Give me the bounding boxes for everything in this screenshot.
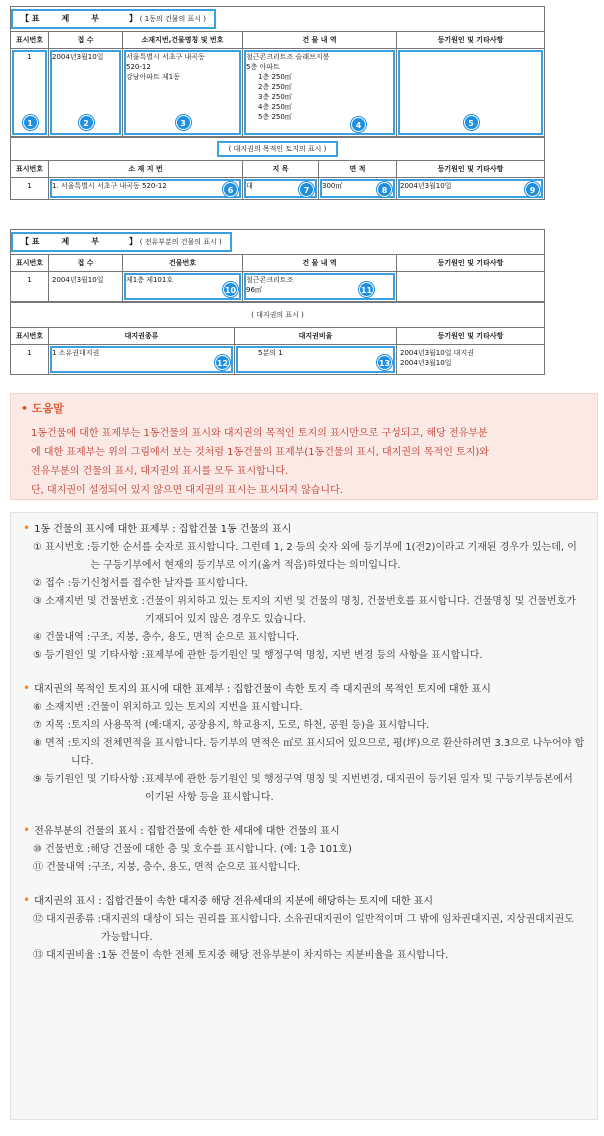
unit-detail-line: 96㎡ <box>246 286 262 294</box>
land-header-area: 면 적 <box>319 161 397 178</box>
unit-row-bldgno: 제1층 제101호 <box>126 276 174 284</box>
help-line: 1동건물에 대한 표제부는 1동건물의 표시와 대지권의 목적인 토지의 표시만으로 구성되고, 해당 전유부분 <box>31 428 488 439</box>
item-label: ⑧ 면적 : <box>33 738 72 749</box>
detail-line: 5층 아파트 <box>246 63 280 71</box>
item-text: 대지권의 대상이 되는 권리를 표시합니다. 소유권대지권이 일반적이며 그 밖에 임차권대지권, 지상권대지권도 가능합니다. <box>101 914 574 943</box>
header-num: 표시번호 <box>11 32 49 49</box>
unit-land-header-cause: 등기원인 및 기타사항 <box>397 328 545 345</box>
item-text: 표제부에 관한 등기원인 및 행정구역 명칭 및 지번변경, 대지권이 등기된 일자 및 구등기부등본에서 이기된 사항 등을 표시합니다. <box>145 774 573 803</box>
notes-section-land: • 대지권의 목적인 토지의 표시에 대한 표제부 : 집합건물이 속한 토지 즉 대지권의 목적인 토지에 대한 표시 ⑥ 소재지번 : 건물이 위치하고 있는 토지의 지번을 표시합니다. ⑦ 지목 : 토지의 사용목적 (예:대지, 공장용지, 학교용지, 도로, 하천, 공원 등)을 표시합니다. ⑧ 면적 : 토지의 전체면적을 표시합니다. 등기부의 면적은 ㎡로 표시되어 있으므로, 평(坪)으로 환산하려면 3.3으로 나누어야 합니다. ⑨ 등기원인 및 기타사항 : 표제부에 관한 등기원인 및 행정구역 명칭 및 지번변경, 대지권이 등기된 일자 및 구등기부등본에서 이기된 사항 등을 표시합니다. <box>23 679 585 807</box>
item-text: 1동 건물이 속한 전체 토지중 해당 전유부분이 차지하는 지분비율을 표시합니다. <box>101 950 449 961</box>
unit-land-note: 2004년3월10일 대지권 <box>400 349 474 357</box>
header-receipt: 접 수 <box>49 32 123 49</box>
land-row-date: 2004년3월10일 <box>400 182 452 190</box>
marker-4: 4 <box>351 117 366 132</box>
item-text: 토지의 사용목적 (예:대지, 공장용지, 학교용지, 도로, 하천, 공원 등)을 표시합니다. <box>71 720 430 731</box>
item-label: ⑤ 등기원인 및 기타사항 : <box>33 650 145 661</box>
unit-header-receipt: 접 수 <box>49 255 123 272</box>
unit-header-cause: 등기원인 및 기타사항 <box>397 255 545 272</box>
item-label: ⑫ 대지권종류 : <box>33 914 102 925</box>
item-label: ⑬ 대지권비율 : <box>33 950 102 961</box>
marker-13: 13 <box>377 355 392 370</box>
register-title: 【 표제부 】 ( 1동의 건물의 표시 ) <box>11 9 216 29</box>
unit-land-note: 2004년3월10일 <box>400 359 452 367</box>
help-line: 단, 대지권이 설정되어 있지 않으면 대지권의 표시는 표시되지 않습니다. <box>31 485 343 496</box>
unit-land-row-num: 1 <box>11 345 49 375</box>
help-title: 도움말 <box>31 402 64 415</box>
unit-header-num: 표시번호 <box>11 255 49 272</box>
item-text: 해당 건물에 대한 층 및 호수를 표시합니다. (예: 1층 101호) <box>90 844 352 855</box>
item-label: ⑩ 건물번호 : <box>33 844 91 855</box>
item-label: ② 접수 : <box>33 578 72 589</box>
row-address-2: 520-12 <box>126 63 151 71</box>
marker-10: 10 <box>223 282 238 297</box>
item-label: ③ 소재지번 및 건물번호 : <box>33 596 145 607</box>
section-heading: 대지권의 표시 : 집합건물이 속한 대지중 해당 전유세대의 지분에 해당하는 토지에 대한 표시 <box>34 896 434 907</box>
unit-land-header-kind: 대지권종류 <box>49 328 235 345</box>
unit-header-bldgno: 건물번호 <box>123 255 243 272</box>
item-text: 건물이 위치하고 있는 토지의 지번을 표시합니다. <box>90 702 303 713</box>
unit-land-title: ( 대지권의 표시 ) <box>251 311 304 319</box>
marker-12: 12 <box>215 355 230 370</box>
unit-land-row-kind: 1 소유권대지권 <box>52 349 100 357</box>
land-section-title: ( 대지권의 목적인 토지의 표시 ) <box>217 141 339 157</box>
unit-detail-line: 철근콘크리트조 <box>246 276 294 284</box>
unit-land-header-num: 표시번호 <box>11 328 49 345</box>
item-text: 등기신청서를 접수한 날자를 표시합니다. <box>71 578 248 589</box>
marker-11: 11 <box>359 282 374 297</box>
land-header-num: 표시번호 <box>11 161 49 178</box>
item-text: 건물이 위치하고 있는 토지의 지번 및 건물의 명칭, 건물번호를 표시합니다. 건물명칭 및 건물번호가 기재되어 있지 않은 경우도 있습니다. <box>145 596 576 625</box>
item-text: 구조, 지붕, 층수, 용도, 면적 순으로 표시합니다. <box>91 862 301 873</box>
marker-3: 3 <box>176 115 191 130</box>
detail-line: 3층 250㎡ <box>258 93 292 101</box>
land-row-num: 1 <box>11 178 49 200</box>
header-details: 건 물 내 역 <box>243 32 397 49</box>
item-label: ⑥ 소재지번 : <box>33 702 91 713</box>
land-row-area: 300㎡ <box>322 182 343 190</box>
item-label: ⑦ 지목 : <box>33 720 72 731</box>
help-box: • 도움말 1동건물에 대한 표제부는 1동건물의 표시와 대지권의 목적인 토지의 표시만으로 구성되고, 해당 전유부분 에 대한 표제부는 위의 그림에서 보는 것처럼 1동건물의 표제부(1동건물의 표시, 대지권의 목적인 토지)와 전유부분의 건물의 표시, 대지권의 표시를 모두 표시합니다. 단, 대지권이 설정되어 있지 않으면 대지권의 표시는 표시되지 않습니다. <box>10 393 598 500</box>
marker-7: 7 <box>299 182 314 197</box>
register-building-table <box>10 6 545 200</box>
unit-land-header-ratio: 대지권비율 <box>235 328 397 345</box>
unit-register-title: 【 표제부 】 ( 전유부분의 건물의 표시 ) <box>11 232 232 252</box>
item-text: 표제부에 관한 등기원인 및 행정구역 명칭, 지번 변경 등의 사항을 표시합니다. <box>145 650 483 661</box>
detail-line: 5층 250㎡ <box>258 113 292 121</box>
detail-line: 철근콘크리트조 슬래브지붕 <box>246 53 330 61</box>
detail-line: 4층 250㎡ <box>258 103 292 111</box>
section-heading: 전유부분의 건물의 표시 : 집합건물에 속한 한 세대에 대한 건물의 표시 <box>34 826 340 837</box>
notes-panel <box>10 512 598 1120</box>
row-address-1: 서울특별시 서초구 내곡동 <box>126 53 205 61</box>
item-label: ⑪ 건물내역 : <box>33 862 92 873</box>
marker-2: 2 <box>79 115 94 130</box>
land-row-type: 대 <box>246 182 253 190</box>
section-heading: 1동 건물의 표시에 대한 표제부 : 집합건물 1동 건물의 표시 <box>34 524 292 535</box>
item-label: ⑨ 등기원인 및 기타사항 : <box>33 774 145 785</box>
item-text: 토지의 전체면적을 표시합니다. 등기부의 면적은 ㎡로 표시되어 있으므로, 평(坪)으로 환산하려면 3.3으로 나누어야 합니다. <box>71 738 585 767</box>
notes-section-building: • 1동 건물의 표시에 대한 표제부 : 집합건물 1동 건물의 표시 ① 표시번호 : 등기한 순서를 숫자로 표시합니다. 그런데 1, 2 등의 숫자 외에 등기부에 1(전2)이라고 기재된 경우가 있는데, 이는 구등기부에서 현재의 등기부로 이기(옮겨 적음)하였다는 의미입니다. ② 접수 : 등기신청서를 접수한 날자를 표시합니다. ③ 소재지번 및 건물번호 : 건물이 위치하고 있는 토지의 지번 및 건물의 명칭, 건물번호를 표시합니다. 건물명칭 및 건물번호가 기재되어 있지 않은 경우도 있습니다. ④ 건물내역 : 구조, 지붕, 층수, 용도, 면적 순으로 표시합니다. ⑤ 등기원인 및 기타사항 : 표제부에 관한 등기원인 및 행정구역 명칭, 지번 변경 등의 사항을 표시합니다. <box>23 519 585 665</box>
header-address: 소재지번,건물명칭 및 번호 <box>123 32 243 49</box>
marker-9: 9 <box>525 182 540 197</box>
land-header-address: 소 재 지 번 <box>49 161 243 178</box>
help-line: 에 대한 표제부는 위의 그림에서 보는 것처럼 1동건물의 표제부(1동건물의 표시, 대지권의 목적인 토지)와 <box>31 447 489 458</box>
marker-6: 6 <box>223 182 238 197</box>
row-num: 1 <box>27 53 32 61</box>
unit-row-date: 2004년3월10일 <box>49 272 123 302</box>
item-label: ④ 건물내역 : <box>33 632 91 643</box>
item-text: 구조, 지붕, 층수, 용도, 면적 순으로 표시합니다. <box>90 632 300 643</box>
row-address-3: 강남아파트 제1동 <box>126 73 181 81</box>
marker-1: 1 <box>23 115 38 130</box>
unit-row-num: 1 <box>11 272 49 302</box>
marker-5: 5 <box>464 115 479 130</box>
row-date: 2004년3월10일 <box>52 53 104 61</box>
detail-line: 2층 250㎡ <box>258 83 292 91</box>
land-header-cause: 등기원인 및 기타사항 <box>397 161 545 178</box>
item-text: 등기한 순서를 숫자로 표시합니다. 그런데 1, 2 등의 숫자 외에 등기부에 1(전2)이라고 기재된 경우가 있는데, 이는 구등기부에서 현재의 등기부로 이기(옮겨 적음)하였다는 의미입니다. <box>90 542 577 571</box>
item-label: ① 표시번호 : <box>33 542 91 553</box>
notes-section-landright: • 대지권의 표시 : 집합건물이 속한 대지중 해당 전유세대의 지분에 해당하는 토지에 대한 표시 ⑫ 대지권종류 : 대지권의 대상이 되는 권리를 표시합니다. 소유권대지권이 일반적이며 그 밖에 임차권대지권, 지상권대지권도 가능합니다. ⑬ 대지권비율 : 1동 건물이 속한 전체 토지중 해당 전유부분이 차지하는 지분비율을 표시합니다. <box>23 891 585 965</box>
help-line: 전유부분의 건물의 표시, 대지권의 표시를 모두 표시합니다. <box>31 466 289 477</box>
land-row-address: 1. 서울특별시 서초구 내곡동 520-12 <box>52 182 167 190</box>
unit-land-row-ratio: 5분의 1 <box>258 349 283 357</box>
header-cause: 등기원인 및 기타사항 <box>397 32 545 49</box>
register-unit-table <box>10 229 545 375</box>
detail-line: 1층 250㎡ <box>258 73 292 81</box>
land-header-type: 지 목 <box>243 161 319 178</box>
marker-8: 8 <box>377 182 392 197</box>
unit-header-details: 건 물 내 역 <box>243 255 397 272</box>
notes-section-unit: • 전유부분의 건물의 표시 : 집합건물에 속한 한 세대에 대한 건물의 표시 ⑩ 건물번호 : 해당 건물에 대한 층 및 호수를 표시합니다. (예: 1층 101호) ⑪ 건물내역 : 구조, 지붕, 층수, 용도, 면적 순으로 표시합니다. <box>23 821 585 877</box>
section-heading: 대지권의 목적인 토지의 표시에 대한 표제부 : 집합건물이 속한 토지 즉 대지권의 목적인 토지에 대한 표시 <box>34 684 491 695</box>
